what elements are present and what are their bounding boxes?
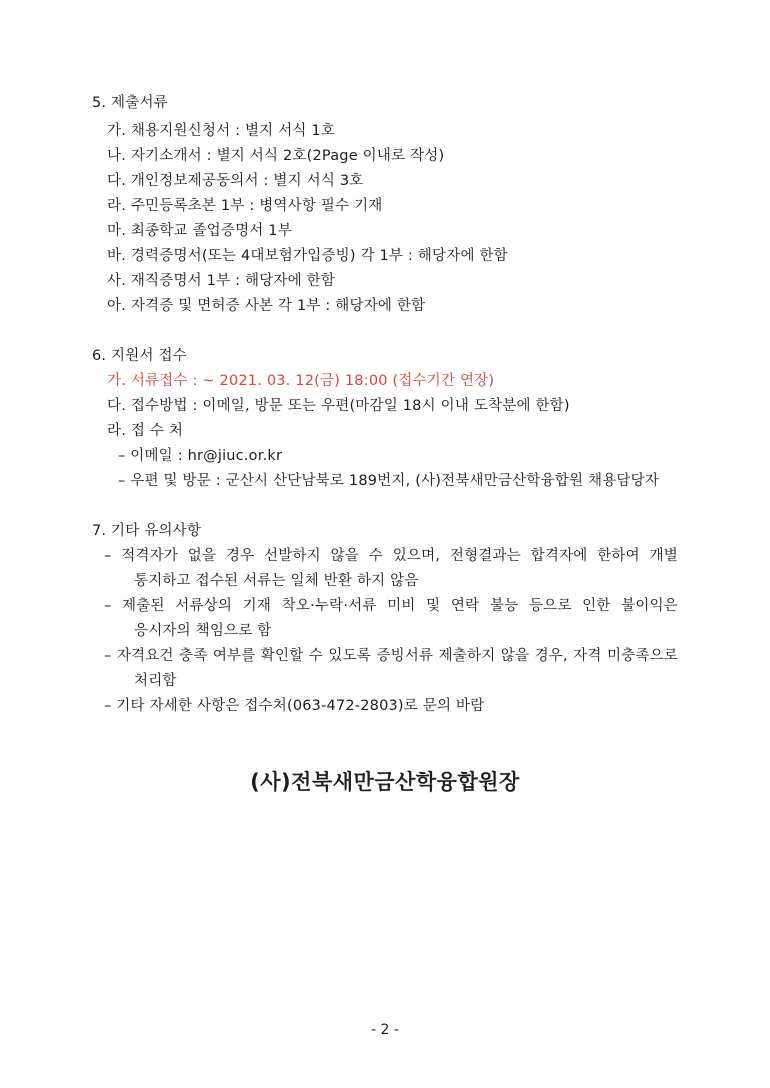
note-line: – 제출된 서류상의 기재 착오·누락·서류 미비 및 연락 불능 등으로 인한 불이익은: [104, 598, 678, 614]
note-continuation: 응시자의 책임으로 함: [134, 623, 272, 639]
section-5-item: 바. 경력증명서(또는 4대보험가입증빙) 각 1부 : 해당자에 한함: [107, 248, 508, 264]
application-email: – 이메일 : hr@jiuc.or.kr: [118, 448, 283, 464]
section-5-item: 마. 최종학교 졸업증명서 1부: [107, 223, 292, 239]
note-continuation: 처리함: [134, 673, 177, 689]
application-address: – 우편 및 방문 : 군산시 산단남북로 189번지, (사)전북새만금산학융합원 채용담당자: [118, 473, 660, 489]
organization-signature: (사)전북새만금산학융합원장: [250, 770, 520, 794]
note-line: – 기타 자세한 사항은 접수처(063-472-2803)로 문의 바람: [104, 698, 485, 714]
section-7-heading: 7. 기타 유의사항: [92, 523, 202, 539]
application-place-label: 라. 접 수 처: [107, 423, 184, 439]
section-5-item: 다. 개인정보제공동의서 : 별지 서식 3호: [107, 173, 364, 189]
application-method: 다. 접수방법 : 이메일, 방문 또는 우편(마감일 18시 이내 도착분에 한함): [107, 398, 570, 414]
section-6-heading: 6. 지원서 접수: [92, 348, 187, 364]
note-line: – 적격자가 없을 경우 선발하지 않을 수 있으며, 전형결과는 합격자에 한하여 개별: [104, 548, 678, 564]
application-deadline: 가. 서류접수 : ~ 2021. 03. 12(금) 18:00 (접수기간 연장): [107, 373, 495, 389]
section-5-item: 아. 자격증 및 면허증 사본 각 1부 : 해당자에 한함: [107, 298, 426, 314]
section-5-item: 나. 자기소개서 : 별지 서식 2호(2Page 이내로 작성): [107, 148, 445, 164]
section-5-item: 가. 채용지원신청서 : 별지 서식 1호: [107, 123, 336, 139]
page-number: - 2 -: [371, 1022, 399, 1038]
note-continuation: 통지하고 접수된 서류는 일체 반환 하지 않음: [134, 573, 419, 589]
section-5-item: 라. 주민등록초본 1부 : 병역사항 필수 기재: [107, 198, 383, 214]
section-5-heading: 5. 제출서류: [92, 95, 168, 111]
note-line: – 자격요건 충족 여부를 확인할 수 있도록 증빙서류 제출하지 않을 경우, 자격 미충족으로: [104, 648, 678, 664]
section-5-item: 사. 재직증명서 1부 : 해당자에 한함: [107, 273, 336, 289]
